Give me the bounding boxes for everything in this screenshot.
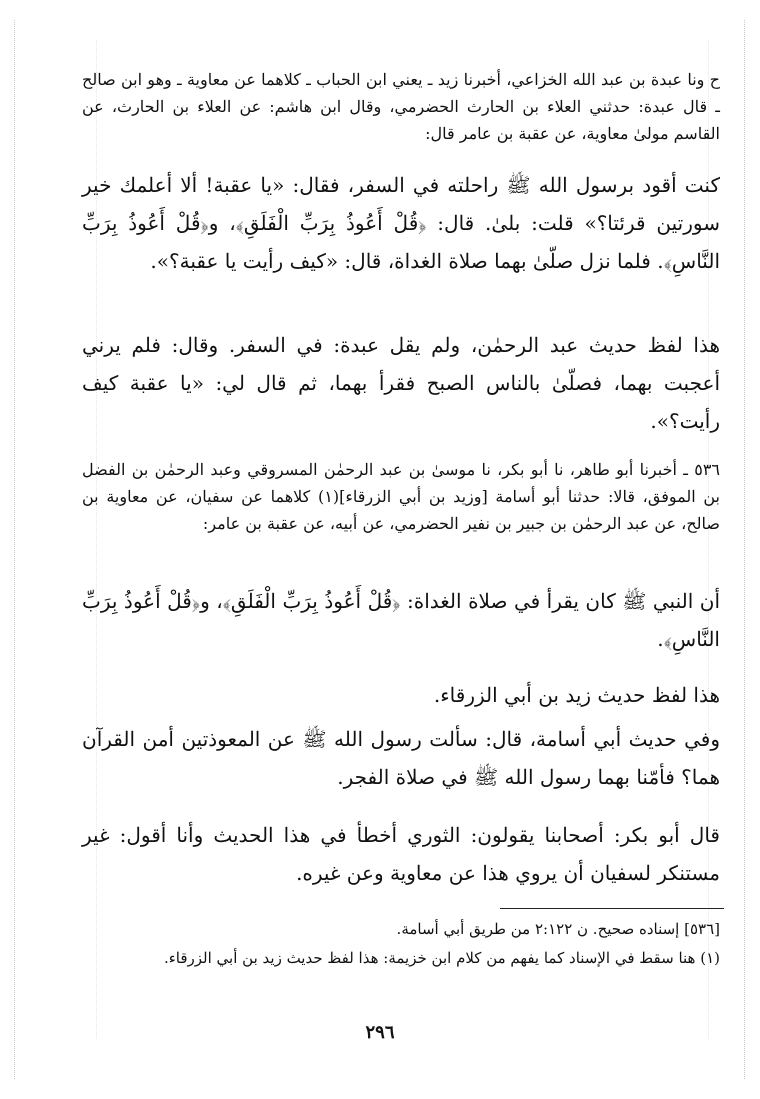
page-number: ٢٩٦ [365, 1022, 395, 1043]
right-margin-rule [744, 20, 745, 1079]
hadith-536-text-paragraph: أن النبي ﷺ كان يقرأ في صلاة الغداة: ﴿قُلْ أَعُوذُ بِرَبِّ الْفَلَقِ﴾، و﴿قُلْ أَعُوذُ بِرَبِّ النَّاسِ﴾. [82, 589, 720, 651]
abu-bakr-comment-paragraph: قال أبو بكر: أصحابنا يقولون: الثوري أخطأ في هذا الحديث وأنا أقول: غير مستنكر لسفيان أن يروي هذا عن معاوية وعن غيره. [82, 823, 720, 885]
footnote-separator [500, 908, 724, 909]
footnote-item: (١) هنا سقط في الإسناد كما يفهم من كلام ابن خزيمة: هذا لفظ حديث زيد بن أبي الزرقاء. [163, 949, 720, 967]
hadith-536-isnad-paragraph: ٥٣٦ ـ أخبرنا أبو طاهر، نا أبو بكر، نا موسىٰ بن عبد الرحمٰن المسروقي وعبد الرحمٰن بن الفضل بن الموفق، قالا: حدثنا أبو أسامة [وزيد بن أبي الزرقاء](١) كلاهما عن سفيان، عن معاوية بن صالح، عن عبد الرحمٰن بن جبير بن نفير الحضرمي، عن أبيه، عن عقبة بن عامر: [82, 460, 720, 533]
hadith-text-paragraph: كنت أقود برسول الله ﷺ راحلته في السفر، فقال: «يا عقبة! ألا أعلمك خير سورتين قرئتا؟» قلت: بلىٰ. قال: ﴿قُلْ أَعُوذُ بِرَبِّ الْفَلَقِ﴾، و﴿قُلْ أَعُوذُ بِرَبِّ النَّاسِ﴾. فلما نزل صلّىٰ بهما صلاة الغداة، قال: «كيف رأيت يا عقبة؟». [82, 173, 720, 273]
footnote-item: [٥٣٦] إسناده صحيح. ن ٢:١٢٢ من طريق أبي أسامة. [396, 920, 720, 938]
isnad-paragraph: ح ونا عبدة بن عبد الله الخزاعي، أخبرنا زيد ـ يعني ابن الحباب ـ كلاهما عن معاوية ـ وهو ابن صالح ـ قال عبدة: حدثني العلاء بن الحارث الحضرمي، وقال ابن هاشم: عن العلاء بن الحارث، عن القاسم مولىٰ معاوية، عن عقبة بن عامر قال: [82, 70, 720, 143]
wording-note-paragraph: هذا لفظ حديث زيد بن أبي الزرقاء. [433, 683, 720, 707]
abu-usama-paragraph: وفي حديث أبي أسامة، قال: سألت رسول الله ﷺ عن المعوذتين أمن القرآن هما؟ فأمّنا بهما رسول الله ﷺ في صلاة الفجر. [82, 727, 720, 789]
commentary-paragraph: هذا لفظ حديث عبد الرحمٰن، ولم يقل عبدة: في السفر. وقال: فلم يرني أعجبت بهما، فصلّىٰ بالناس الصبح فقرأ بهما، ثم قال لي: «يا عقبة كيف رأيت؟». [82, 333, 720, 433]
left-margin-rule [14, 20, 15, 1079]
footnotes [82, 916, 720, 974]
